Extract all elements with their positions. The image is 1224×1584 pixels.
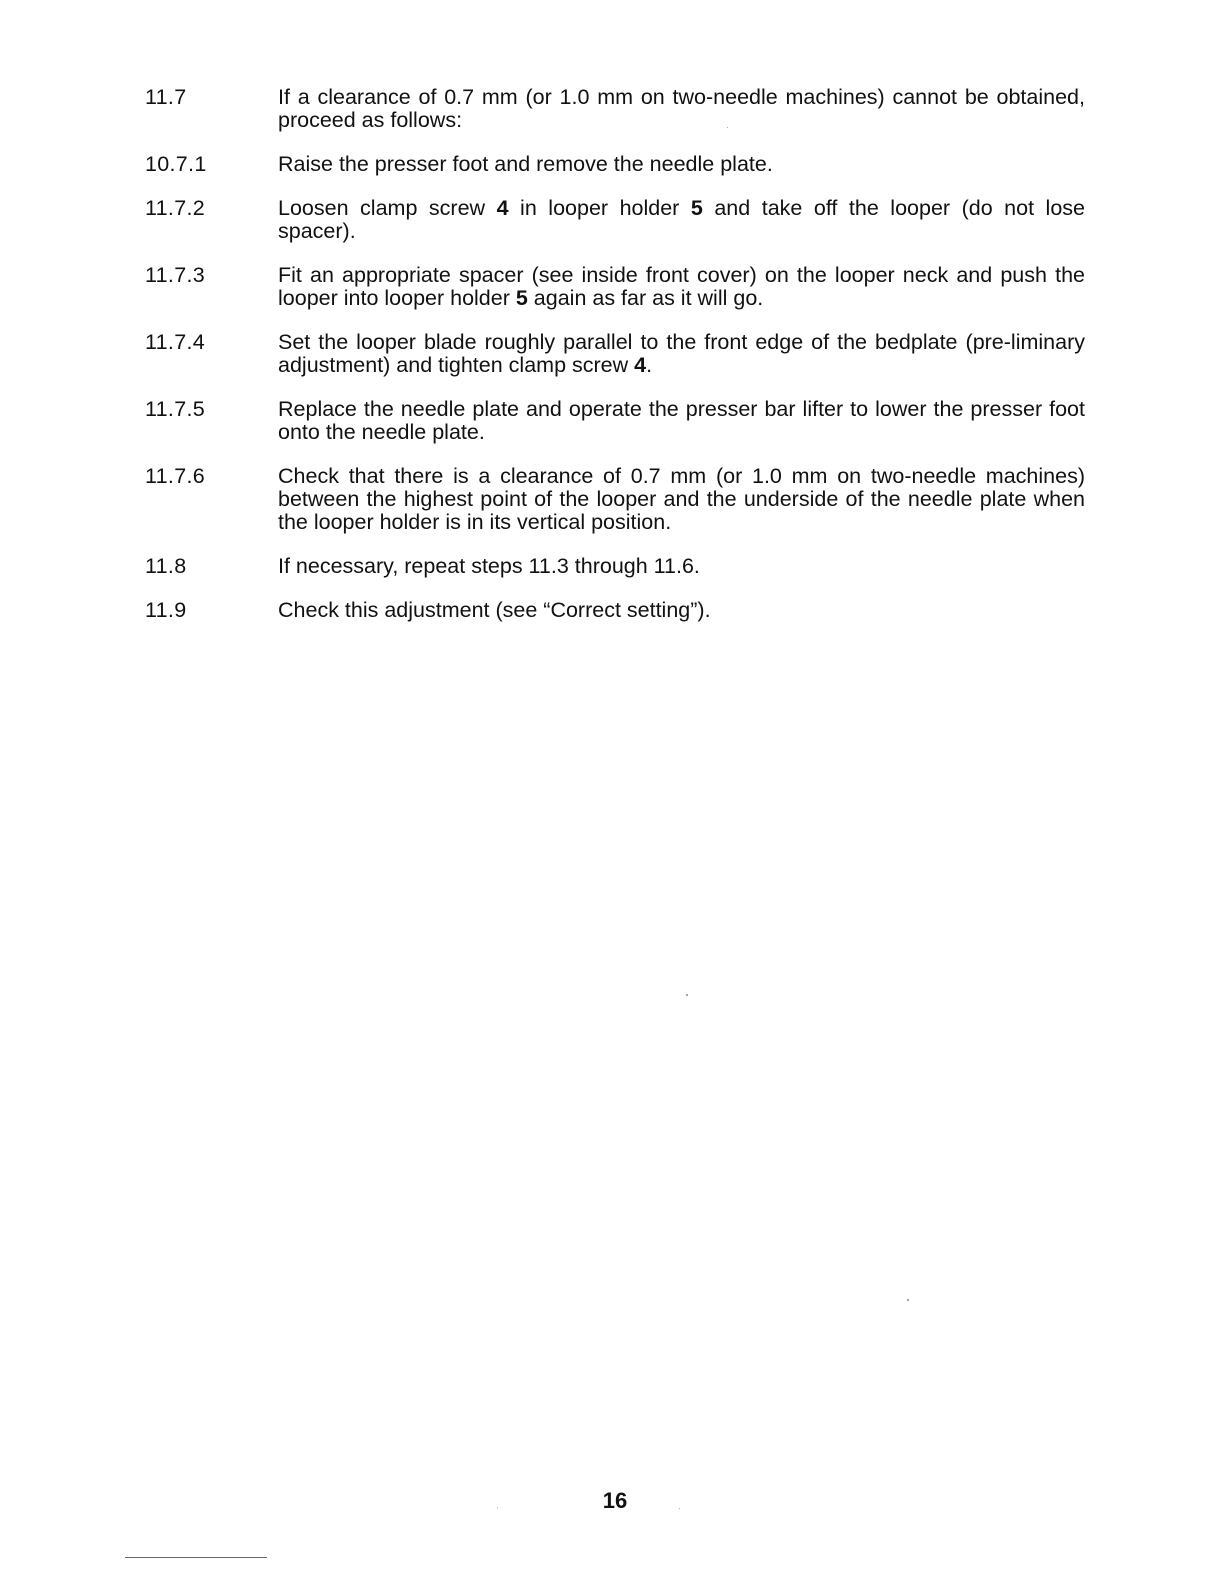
step-number: 11.7.6 xyxy=(145,464,205,488)
step-text: Replace the needle plate and operate the presser bar lifter to lower the presser foot onto the needle plate. xyxy=(278,397,1085,444)
step-text: If necessary, repeat steps 11.3 through 11.6. xyxy=(278,554,700,578)
step-11-7 xyxy=(145,86,1085,132)
step-number: 11.7.5 xyxy=(145,397,205,421)
footer-rule xyxy=(125,1557,267,1558)
step-number: 11.7 xyxy=(145,85,187,109)
step-11-7-3 xyxy=(145,264,1085,310)
scan-speck xyxy=(679,1508,680,1509)
step-text: Check this adjustment (see “Correct setting”). xyxy=(278,598,711,622)
clamp-screw-ref: 4 xyxy=(496,196,509,220)
step-number: 11.7.4 xyxy=(145,330,205,354)
step-text: Fit an appropriate spacer (see inside front cover) on the looper neck and push the looper into looper holder 5 again as far as it will go. xyxy=(278,263,1085,310)
page-number: 16 xyxy=(602,1488,628,1513)
step-list xyxy=(145,86,1085,643)
step-11-8 xyxy=(145,555,1085,578)
step-number: 11.9 xyxy=(145,598,187,622)
scan-speck xyxy=(907,1299,909,1301)
scan-speck xyxy=(686,994,688,996)
scan-speck xyxy=(497,1507,498,1508)
looper-holder-ref: 5 xyxy=(515,286,528,310)
step-number: 10.7.1 xyxy=(145,152,207,176)
step-11-7-6 xyxy=(145,465,1085,534)
step-text: If a clearance of 0.7 mm (or 1.0 mm on two-needle machines) cannot be obtained, proceed as follows: xyxy=(278,85,1085,132)
step-number: 11.7.2 xyxy=(145,196,205,220)
step-text: Raise the presser foot and remove the needle plate. xyxy=(278,152,773,176)
clamp-screw-ref: 4 xyxy=(634,353,647,377)
step-text: Set the looper blade roughly parallel to the front edge of the bedplate (pre-liminary adjustment) and tighten clamp screw 4. xyxy=(278,330,1085,377)
step-text: Check that there is a clearance of 0.7 mm (or 1.0 mm on two-needle machines) between the highest point of the looper and the underside of the needle plate when the looper holder is in its vertical position. xyxy=(278,464,1085,534)
looper-holder-ref: 5 xyxy=(690,196,703,220)
step-11-7-2 xyxy=(145,197,1085,243)
step-11-7-5 xyxy=(145,398,1085,444)
step-11-9 xyxy=(145,599,1085,622)
scan-speck xyxy=(727,127,728,128)
step-11-7-4 xyxy=(145,331,1085,377)
step-10-7-1 xyxy=(145,153,1085,176)
step-number: 11.7.3 xyxy=(145,263,205,287)
step-text: Loosen clamp screw 4 in looper holder 5 and take off the looper (do not lose spacer). xyxy=(278,196,1085,243)
step-number: 11.8 xyxy=(145,554,187,578)
